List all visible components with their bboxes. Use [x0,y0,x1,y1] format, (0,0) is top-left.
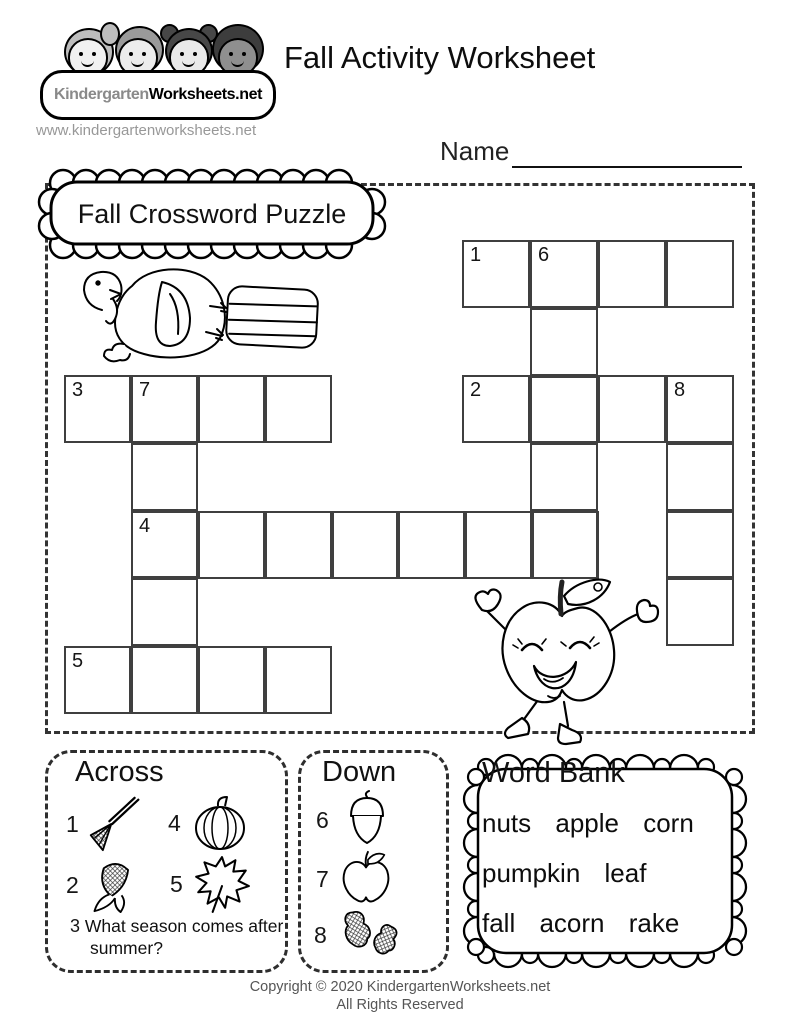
crossword-number: 2 [470,379,482,401]
clue-number: 6 [316,806,329,833]
crossword-cell[interactable] [462,375,530,443]
crossword-number: 8 [674,379,686,401]
crossword-cell[interactable] [64,375,131,443]
crossword-cell[interactable] [530,240,598,308]
crossword-cell[interactable] [131,511,198,579]
rake-icon [87,796,143,852]
clue-8-peanuts [314,906,405,964]
crossword-number: 6 [538,244,550,266]
crossword-cell[interactable] [666,443,734,511]
footer-rights: All Rights Reserved [336,997,464,1013]
acorn-icon [337,790,397,850]
crossword-cell[interactable] [598,240,666,308]
crossword-cell[interactable] [265,375,332,443]
crossword-number: 7 [139,379,151,401]
word-bank-title: Word Bank [482,757,625,789]
page-title: Fall Activity Worksheet [284,40,596,75]
crossword-cell[interactable] [265,511,332,579]
crossword-cell[interactable] [666,511,734,579]
clue-4-pumpkin [168,793,251,853]
clue-question-text: What season comes after summer? [84,916,284,958]
clue-5-leaf [170,853,253,915]
crossword-cell[interactable] [131,578,198,646]
peanuts-icon [335,906,405,964]
clue-6-acorn [316,790,397,850]
leaf-icon [191,853,253,915]
logo-brand-gray: Kindergarten [53,86,149,103]
apple-icon [337,850,395,908]
crossword-cell[interactable] [131,646,198,714]
crossword-cell[interactable] [530,375,598,443]
clue-number: 3 [70,916,81,936]
crossword-cell[interactable] [530,443,598,511]
crossword-cell[interactable] [666,375,734,443]
word-bank-row: pumpkin leaf [482,858,647,888]
clue-number: 5 [170,870,183,897]
turkey-illustration [72,258,322,370]
clue-number: 4 [168,809,181,836]
crossword-cell[interactable] [530,308,598,376]
crossword-heading-bubble [36,166,388,262]
crossword-cell[interactable] [332,511,399,579]
crossword-number: 1 [470,244,482,266]
crossword-cell[interactable] [465,511,532,579]
logo-url: www.kindergartenworksheets.net [36,122,257,139]
name-label: Name [440,136,510,166]
crossword-cell[interactable] [666,240,734,308]
crossword-cell[interactable] [198,511,265,579]
corn-icon [87,856,143,914]
crossword-cell[interactable] [198,646,265,714]
crossword-cell[interactable] [462,240,530,308]
logo-banner [40,70,276,120]
clue-number: 2 [66,871,79,898]
clue-7-apple [316,850,395,908]
clue-number: 8 [314,921,327,948]
word-bank-row: nuts apple corn [482,808,694,838]
crossword-cell[interactable] [198,375,265,443]
crossword-cell[interactable] [598,375,666,443]
crossword-number: 3 [72,379,84,401]
crossword-cell[interactable] [398,511,465,579]
name-write-line[interactable] [512,138,742,168]
crossword-cell[interactable] [265,646,332,714]
crossword-heading: Fall Crossword Puzzle [77,199,347,229]
pumpkin-icon [189,793,251,853]
crossword-number: 4 [139,515,151,537]
crossword-cell[interactable] [131,375,198,443]
down-title: Down [322,756,397,788]
crossword-cell[interactable] [64,646,131,714]
clue-1-rake [66,796,143,852]
footer-copyright: Copyright © 2020 KindergartenWorksheets.net [249,979,551,995]
clue-number: 7 [316,865,329,892]
crossword-cell[interactable] [532,511,599,579]
crossword-number: 5 [72,650,84,672]
logo-brand-black: Worksheets.net [148,86,263,103]
word-bank-row: fall acorn rake [482,908,680,938]
clue-3-question [70,915,296,960]
clue-2-corn [66,856,143,914]
crossword-cell[interactable] [131,443,198,511]
clue-number: 1 [66,810,79,837]
crossword-cell[interactable] [666,578,734,646]
across-title: Across [75,756,164,788]
apple-character-illustration [452,574,674,750]
